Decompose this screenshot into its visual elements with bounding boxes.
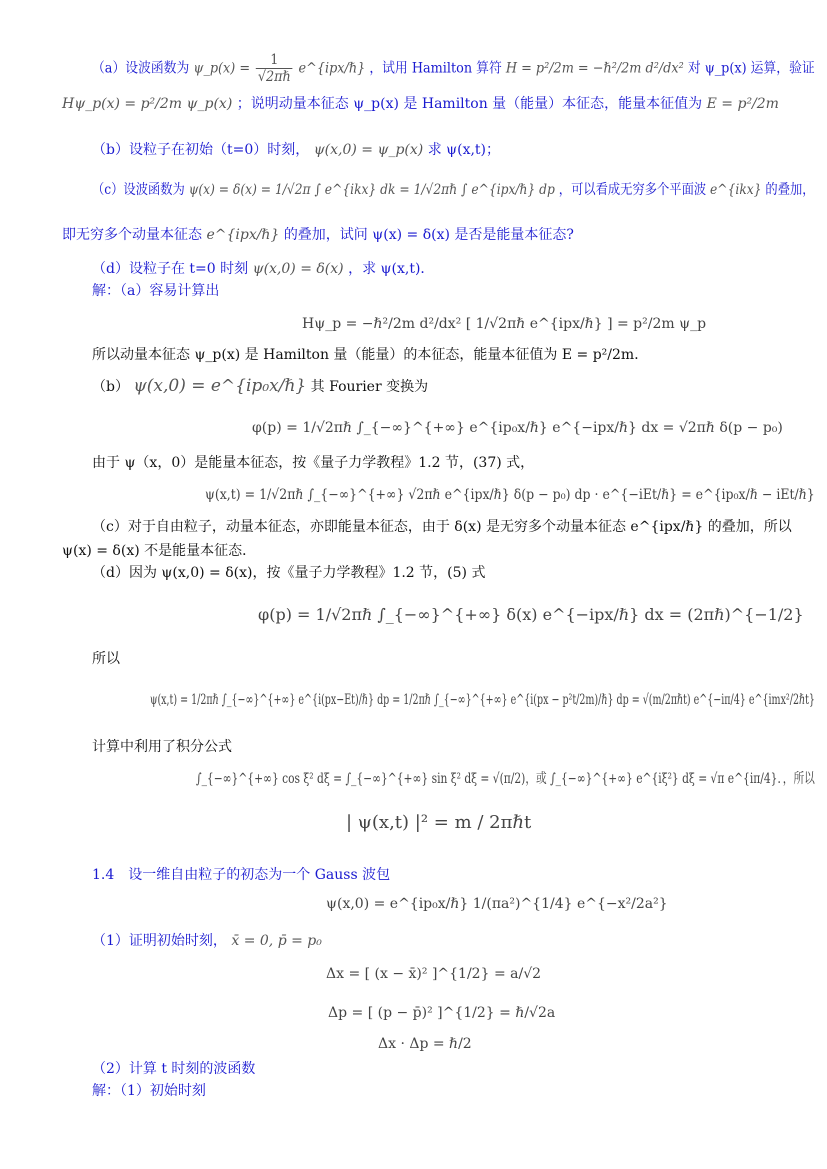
question-c-line1 [92,183,815,197]
solution-c-line1: （c）对于自由粒子，动量本征态，亦即能量本征态，由于 δ(x) 是无穷多个动量本征态 e^{ipx/ℏ} 的叠加，所以 [92,519,792,535]
eigen-equation: Hψ_p(x) = p²/2m ψ_p(x) [62,96,233,112]
section-1-4-title: 1.4 设一维自由粒子的初态为一个 Gauss 波包 [92,867,391,883]
solution-b-text: 由于 ψ（x，0）是能量本征态，按《量子力学教程》1.2 节，(37) 式， [92,455,535,471]
psi-xt-equation: ψ(x,t) = 1/2πℏ ∫_{−∞}^{+∞} e^{i(px−Et)/ℏ} dp = 1/2πℏ ∫_{−∞}^{+∞} e^{i(px − p²t/2m)/ℏ} dp = √(m/2πℏt) e^{−iπ/4} e^{imx²/2ℏt} [150,692,815,708]
solution-b-post: 其 Fourier 变换为 [310,379,429,395]
question-c-line2 [62,228,574,242]
energy-eigenvalue: E = p²/2m [706,96,779,112]
question-a-prefix: （a）设波函数为 [92,60,190,77]
exp-ipx: e^{ipx/ℏ} [298,60,366,77]
delta-fourier-equation: ψ(x) = δ(x) = 1/√2π ∫ e^{ikx} dk = 1/√2πℏ ∫ e^{ipx/ℏ} dp [188,182,555,198]
question-1-mean-values: x̄ = 0, p̄ = p₀ [231,933,322,949]
question-a-post: 对 ψ_p(x) 运算，验证 [687,60,815,77]
gauss-wavepacket-equation: ψ(x,0) = e^{ip₀x/ℏ} 1/(πa²)^{1/4} e^{−x²/2a²} [326,896,668,912]
delta-x-equation: Δx = [ (x − x̄)² ]^{1/2} = a/√2 [326,966,542,982]
question-a-line2 [62,97,779,111]
question-d-prefix: （d）设粒子在 t=0 时刻 [92,261,249,277]
integral-formula-equation: ∫_{−∞}^{+∞} cos ξ² dξ = ∫_{−∞}^{+∞} sin ξ² dξ = √(π/2)，或 ∫_{−∞}^{+∞} e^{iξ²} dξ = √π e^{iπ/4}．，所以 [196,771,815,787]
phi-p-equation: φ(p) = 1/√2πℏ ∫_{−∞}^{+∞} δ(x) e^{−ipx/ℏ} dx = (2πℏ)^{−1/2} [258,605,804,624]
question-b-tail: 求 ψ(x,t)； [427,142,501,158]
question-a-line1 [92,52,815,85]
psi-p-definition: ψ_p(x) = [193,60,251,77]
so-label: 所以 [92,651,120,667]
section-1-4-solution: 解：（1）初始时刻 [92,1083,206,1099]
integral-formula-label: 计算中利用了积分公式 [92,739,232,755]
question-d-initial: ψ(x,0) = δ(x) [252,261,344,277]
probability-density-equation: | ψ(x,t) |² = m / 2πℏt [346,812,532,833]
question-1-text: （1）证明初始时刻， [92,933,227,949]
plane-wave: e^{ikx} [710,182,762,198]
fourier-transform-equation: φ(p) = 1/√2πℏ ∫_{−∞}^{+∞} e^{ip₀x/ℏ} e^{−ipx/ℏ} dx = √2πℏ δ(p − p₀) [252,420,783,436]
solution-a-equation: Hψ_p = −ℏ²/2m d²/dx² [ 1/√2πℏ e^{ipx/ℏ} ] = p²/2m ψ_p [302,316,707,332]
question-b-text: （b）设粒子在初始（t=0）时刻， [92,142,310,158]
question-c-post: ，可以看成无穷多个平面波 [558,182,707,198]
question-b-initial: ψ(x,0) = ψ_p(x) [313,142,424,158]
solution-d-text: （d）因为 ψ(x,0) = δ(x)，按《量子力学教程》1.2 节，(5) 式 [92,565,486,581]
solution-b-line [92,378,428,395]
section-1-4-question-2: （2）计算 t 时刻的波函数 [92,1061,256,1077]
question-c2-prefix: 即无穷多个动量本征态 [62,227,202,243]
delta-p-equation: Δp = [ (p − p̄)² ]^{1/2} = ℏ/√2a [328,1005,556,1021]
fraction-1-sqrt-2pi-hbar: $\frac{1}{\text{√2πℏ}}$ [257,52,291,86]
momentum-eigenstate: e^{ipx/ℏ} [206,227,280,243]
section-1-4-question-1 [92,934,322,948]
question-c-prefix: （c）设波函数为 [92,182,185,198]
question-d [92,262,434,276]
question-d-post: ，求 ψ(x,t)． [348,261,435,277]
time-evolution-equation: ψ(x,t) = 1/√2πℏ ∫_{−∞}^{+∞} √2πℏ e^{ipx/ℏ} δ(p − p₀) dp · e^{−iEt/ℏ} = e^{ip₀x/ℏ − iEt/ℏ} [205,487,815,503]
solution-b-initial: ψ(x,0) = e^{ip₀x/ℏ} [133,376,307,396]
question-a-mid: ，试用 Hamilton 算符 [369,60,502,77]
solution-header: 解：（a）容易计算出 [92,283,220,299]
uncertainty-product-equation: Δx · Δp = ℏ/2 [378,1036,472,1052]
question-a-text: ；说明动量本征态 ψ_p(x) 是 Hamilton 量（能量）本征态，能量本征值为 [236,96,703,112]
solution-a-text: 所以动量本征态 ψ_p(x) 是 Hamilton 量（能量）的本征态，能量本征值为 E = p²/2m． [92,347,649,363]
question-c2-post: 的叠加，试问 ψ(x) = δ(x) 是否是能量本征态? [283,227,574,243]
question-c-end: 的叠加， [765,182,815,198]
hamilton-operator: H = p²/2m = −ℏ²/2m d²/dx² [505,60,684,77]
solution-b-prefix: （b） [92,379,129,395]
solution-c-line2: ψ(x) = δ(x) 不是能量本征态． [62,543,257,559]
question-b [92,143,500,157]
